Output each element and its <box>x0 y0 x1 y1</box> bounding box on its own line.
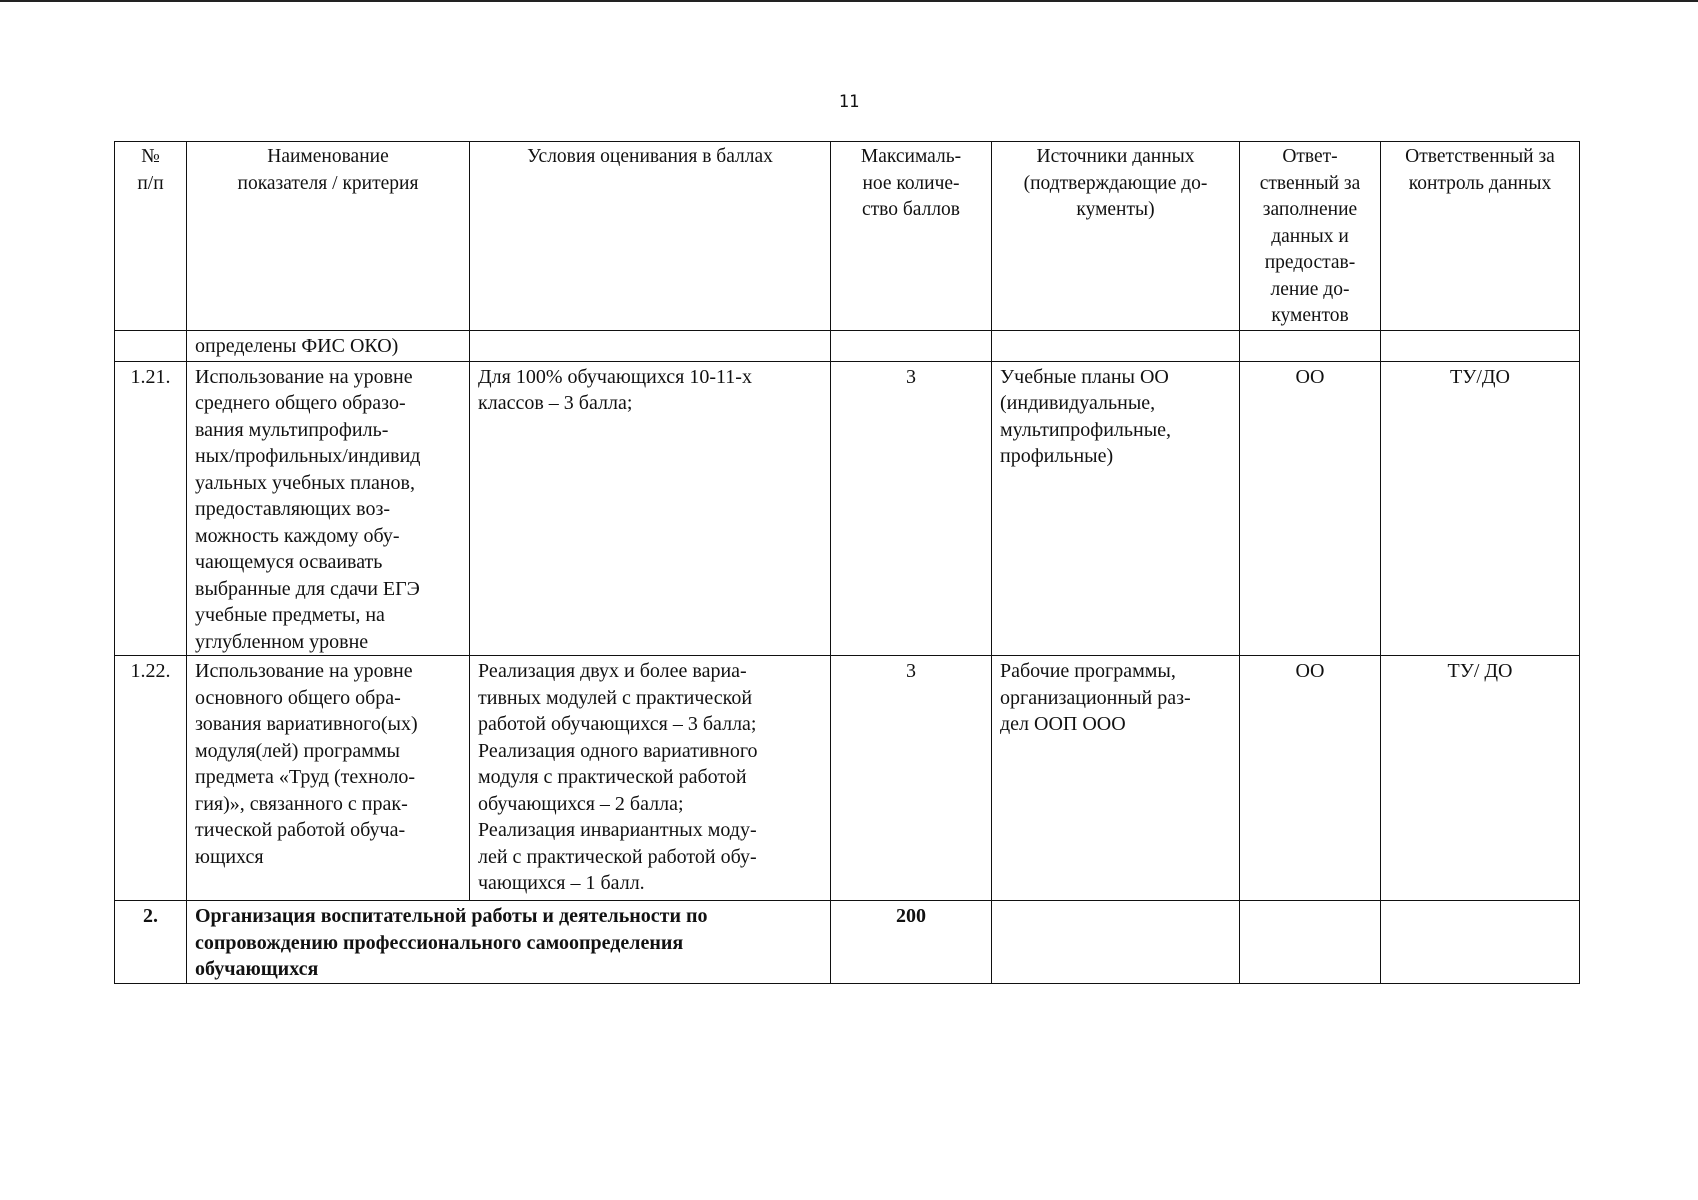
continuation-sources-cell <box>992 330 1240 361</box>
section-title: Организация воспитательной работы и деятельности по сопровождению профессионального самоопределения обучающихся <box>187 901 831 984</box>
criterion-max-points: 3 <box>831 656 992 901</box>
continuation-row <box>115 330 1580 361</box>
row-number: 1.21. <box>115 361 187 656</box>
header-conditions: Условия оценивания в баллах <box>470 142 831 331</box>
criterion-conditions: Для 100% обучающихся 10-11-х классов – 3 балла; <box>470 361 831 656</box>
criterion-name: Использование на уровне основного общего обра- зования вариативного(ых) модуля(лей) программы предмета «Труд (техноло- гия)», связанного с прак- тической работой обуча- ющихся <box>187 656 470 901</box>
header-row <box>115 142 1580 331</box>
criterion-responsible-control: ТУ/ ДО <box>1381 656 1580 901</box>
continuation-conditions-cell <box>470 330 831 361</box>
criteria-table <box>114 141 1580 984</box>
continuation-responsible-control-cell <box>1381 330 1580 361</box>
criterion-name: Использование на уровне среднего общего образо- вания мультипрофиль- ных/профильных/индивид уальных учебных планов, предоставляющих воз- можность каждому обу- чающемуся осваивать выбранные для сдачи ЕГЭ учебные предметы, на углубленном уровне <box>187 361 470 656</box>
header-name: Наименование показателя / критерия <box>187 142 470 331</box>
continuation-num-cell <box>115 330 187 361</box>
header-responsible-control: Ответственный за контроль данных <box>1381 142 1580 331</box>
criterion-responsible-fill: ОО <box>1240 361 1381 656</box>
criterion-max-points: 3 <box>831 361 992 656</box>
criterion-conditions: Реализация двух и более вариа- тивных модулей с практической работой обучающихся – 3 балла; Реализация одного вариативного модуля с практической работой обучающихся – 2 балла; Реализация инвариантных моду- лей с практической работой обу- чающихся – 1 балл. <box>470 656 831 901</box>
header-max-points: Максималь- ное количе- ство баллов <box>831 142 992 331</box>
header-sources: Источники данных (подтверждающие до- кументы) <box>992 142 1240 331</box>
table-row <box>115 361 1580 656</box>
section-max-points: 200 <box>831 901 992 984</box>
page-number: 11 <box>838 92 860 112</box>
criterion-sources: Учебные планы ОО (индивидуальные, мультипрофильные, профильные) <box>992 361 1240 656</box>
criterion-responsible-control: ТУ/ДО <box>1381 361 1580 656</box>
top-border-line <box>0 0 1698 2</box>
section-sources-cell <box>992 901 1240 984</box>
section-row <box>115 901 1580 984</box>
continuation-max-points-cell <box>831 330 992 361</box>
continuation-name: определены ФИС ОКО) <box>187 330 470 361</box>
table-row <box>115 656 1580 901</box>
section-responsible-control-cell <box>1381 901 1580 984</box>
criterion-responsible-fill: ОО <box>1240 656 1381 901</box>
continuation-responsible-fill-cell <box>1240 330 1381 361</box>
section-number: 2. <box>115 901 187 984</box>
header-num: № п/п <box>115 142 187 331</box>
section-responsible-fill-cell <box>1240 901 1381 984</box>
row-number: 1.22. <box>115 656 187 901</box>
criterion-sources: Рабочие программы, организационный раз- дел ООП ООО <box>992 656 1240 901</box>
header-responsible-fill: Ответ- ственный за заполнение данных и предостав- ление до- кументов <box>1240 142 1381 331</box>
